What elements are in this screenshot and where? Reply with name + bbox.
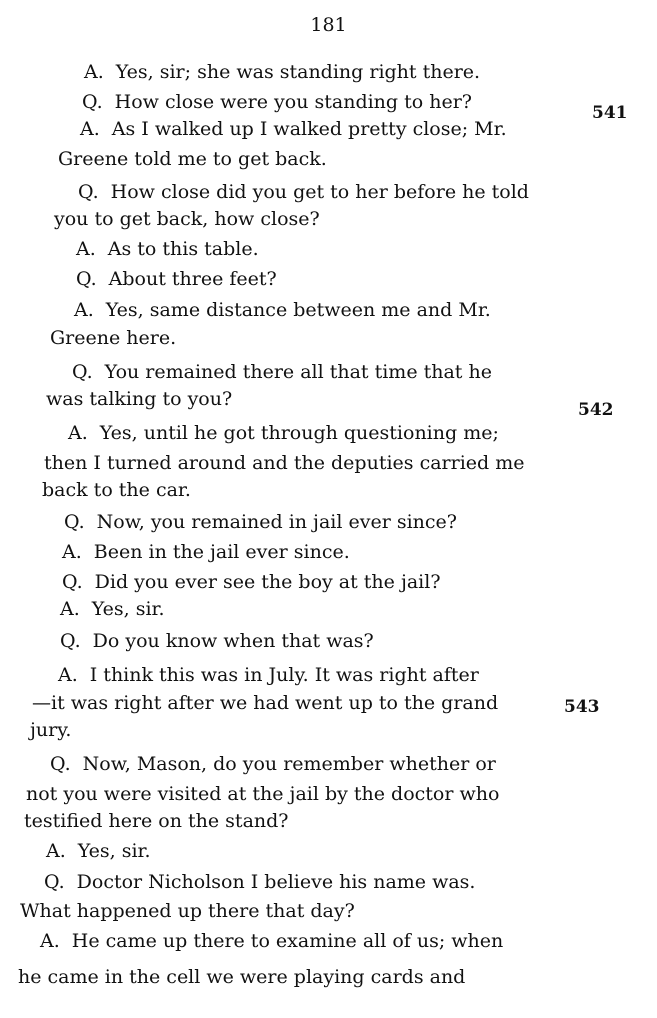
text-line <box>62 571 441 593</box>
text-line <box>80 118 507 140</box>
line-text: Yes, sir. <box>91 598 165 620</box>
line-text: I think this was in July. It was right after <box>89 664 479 686</box>
margin-line-number: 541 <box>592 103 628 123</box>
speaker-label: A. <box>62 541 82 563</box>
text-line <box>18 966 465 988</box>
text-line <box>46 840 151 862</box>
speaker-label: A. <box>84 61 104 83</box>
line-text: Did you ever see the boy at the jail? <box>94 571 441 593</box>
text-line <box>60 630 374 652</box>
line-text: Yes, sir; she was standing right there. <box>115 61 481 83</box>
text-line <box>46 388 232 410</box>
text-line <box>84 61 480 83</box>
speaker-label: A. <box>60 598 80 620</box>
speaker-label: Q. <box>64 511 85 533</box>
text-line <box>44 452 525 474</box>
speaker-label: A. <box>58 664 78 686</box>
speaker-label: Q. <box>72 361 93 383</box>
text-line <box>82 91 472 113</box>
line-text: Greene told me to get back. <box>58 148 327 170</box>
line-text: Now, you remained in jail ever since? <box>96 511 457 533</box>
line-text: —it was right after we had went up to the grand <box>32 692 499 714</box>
text-line <box>76 268 277 290</box>
speaker-label: Q. <box>82 91 103 113</box>
line-text: What happened up there that day? <box>20 900 355 922</box>
text-line <box>76 238 259 260</box>
text-line <box>72 361 492 383</box>
text-line <box>32 692 498 714</box>
text-line <box>78 181 529 203</box>
speaker-label: A. <box>74 299 94 321</box>
text-line <box>58 148 327 170</box>
line-text: Been in the jail ever since. <box>93 541 350 563</box>
line-text: not you were visited at the jail by the doctor who <box>26 783 500 805</box>
line-text: back to the car. <box>42 479 191 501</box>
text-line <box>50 327 176 349</box>
line-text: Doctor Nicholson I believe his name was. <box>76 871 476 893</box>
text-line <box>40 930 503 952</box>
line-text: testified here on the stand? <box>24 810 289 832</box>
speaker-label: A. <box>40 930 60 952</box>
margin-line-number: 542 <box>578 400 614 420</box>
speaker-label: Q. <box>50 753 71 775</box>
speaker-label: A. <box>76 238 96 260</box>
text-line <box>58 664 479 686</box>
speaker-label: Q. <box>60 630 81 652</box>
page-number: 181 <box>310 14 347 36</box>
line-text: Do you know when that was? <box>92 630 374 652</box>
text-line <box>60 598 165 620</box>
text-line <box>24 810 288 832</box>
line-text: How close did you get to her before he told <box>110 181 529 203</box>
margin-line-number: 543 <box>564 697 600 717</box>
speaker-label: Q. <box>78 181 99 203</box>
speaker-label: Q. <box>62 571 83 593</box>
text-line <box>26 783 499 805</box>
line-text: About three feet? <box>108 268 277 290</box>
line-text: you to get back, how close? <box>54 208 320 230</box>
line-text: He came up there to examine all of us; when <box>71 930 504 952</box>
line-text: Greene here. <box>50 327 177 349</box>
line-text: How close were you standing to her? <box>114 91 472 113</box>
text-line <box>42 479 191 501</box>
text-line <box>30 719 71 741</box>
line-text: Yes, until he got through questioning me; <box>99 422 499 444</box>
line-text: was talking to you? <box>46 388 233 410</box>
line-text: Yes, sir. <box>77 840 151 862</box>
text-line <box>50 753 496 775</box>
line-text: Now, Mason, do you remember whether or <box>82 753 496 775</box>
text-line <box>20 900 355 922</box>
line-text: As I walked up I walked pretty close; Mr. <box>111 118 507 140</box>
line-text: he came in the cell we were playing cards and <box>18 966 466 988</box>
speaker-label: A. <box>80 118 100 140</box>
line-text: Yes, same distance between me and Mr. <box>105 299 491 321</box>
text-line <box>62 541 350 563</box>
speaker-label: A. <box>46 840 66 862</box>
text-line <box>68 422 499 444</box>
line-text: jury. <box>30 719 72 741</box>
speaker-label: Q. <box>76 268 97 290</box>
text-line <box>44 871 475 893</box>
speaker-label: A. <box>68 422 88 444</box>
text-line <box>74 299 491 321</box>
line-text: then I turned around and the deputies carried me <box>44 452 525 474</box>
text-line <box>54 208 320 230</box>
line-text: You remained there all that time that he <box>104 361 492 383</box>
text-line <box>64 511 457 533</box>
speaker-label: Q. <box>44 871 65 893</box>
line-text: As to this table. <box>107 238 259 260</box>
